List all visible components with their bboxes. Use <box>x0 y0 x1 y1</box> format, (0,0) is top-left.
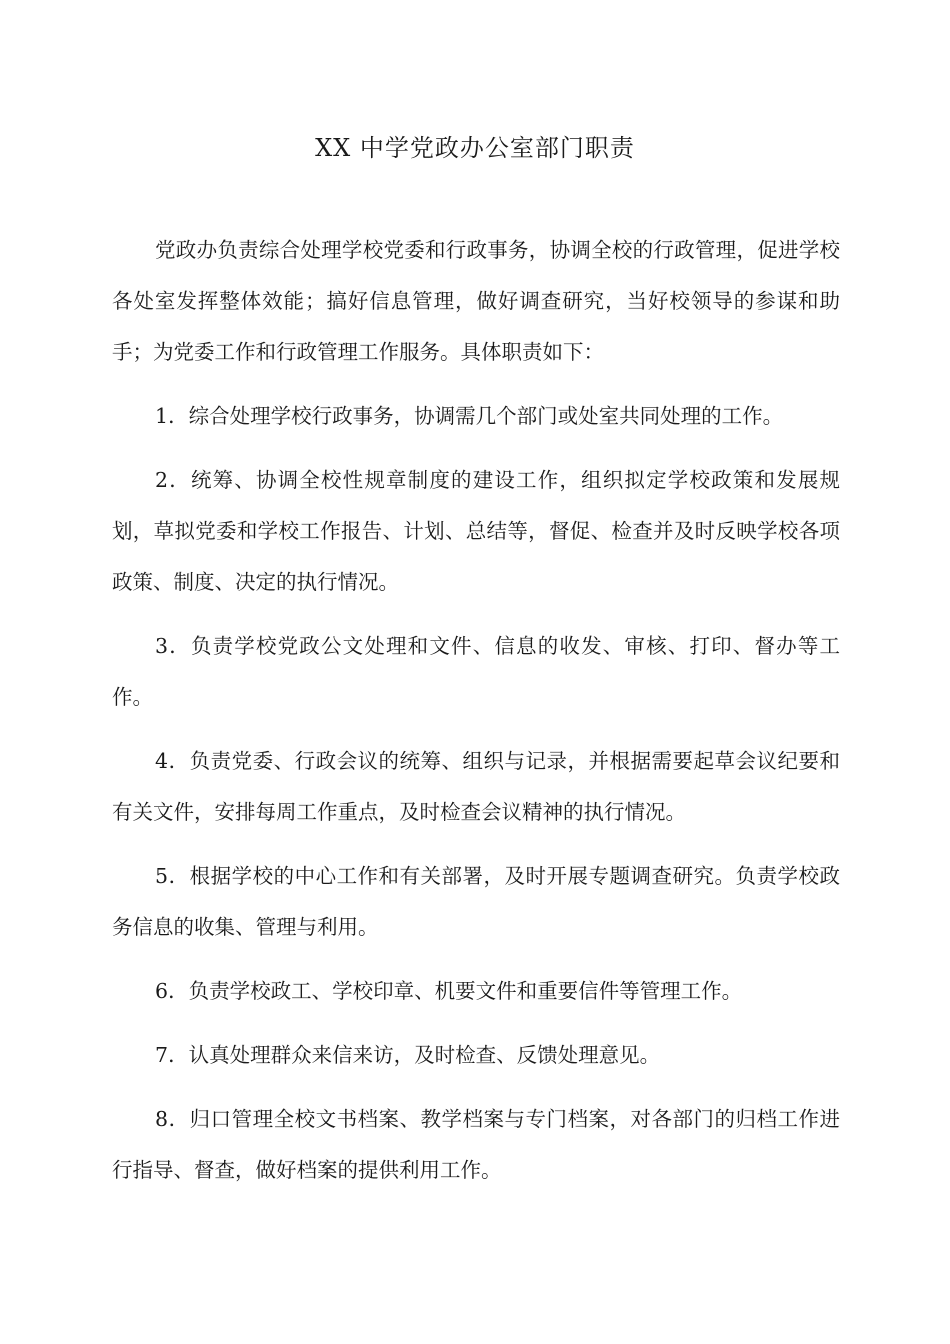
duty-item-1: 1．综合处理学校行政事务，协调需几个部门或处室共同处理的工作。 <box>155 404 784 428</box>
duty-item-8: 8．归口管理全校文书档案、教学档案与专门档案，对各部门的归档工作进行指导、督查，做好档案的提供利用工作。 <box>112 1107 840 1182</box>
duty-item-4: 4．负责党委、行政会议的统筹、组织与记录，并根据需要起草会议纪要和有关文件，安排每周工作重点，及时检查会议精神的执行情况。 <box>112 749 840 824</box>
document-title: XX 中学党政办公室部门职责 <box>315 134 635 162</box>
duty-item-2: 2．统筹、协调全校性规章制度的建设工作，组织拟定学校政策和发展规划，草拟党委和学校工作报告、计划、总结等，督促、检查并及时反映学校各项政策、制度、决定的执行情况。 <box>112 468 840 594</box>
document-body <box>112 225 840 1209</box>
duty-item-5: 5．根据学校的中心工作和有关部署，及时开展专题调查研究。负责学校政务信息的收集、管理与利用。 <box>112 864 840 939</box>
intro-paragraph: 党政办负责综合处理学校党委和行政事务，协调全校的行政管理，促进学校各处室发挥整体效能；搞好信息管理，做好调查研究，当好校领导的参谋和助手；为党委工作和行政管理工作服务。具体职责如下： <box>112 238 840 364</box>
duty-item-3: 3．负责学校党政公文处理和文件、信息的收发、审核、打印、督办等工作。 <box>112 634 840 709</box>
duty-item-6: 6．负责学校政工、学校印章、机要文件和重要信件等管理工作。 <box>155 979 743 1003</box>
duty-item-7: 7．认真处理群众来信来访，及时检查、反馈处理意见。 <box>155 1043 661 1067</box>
